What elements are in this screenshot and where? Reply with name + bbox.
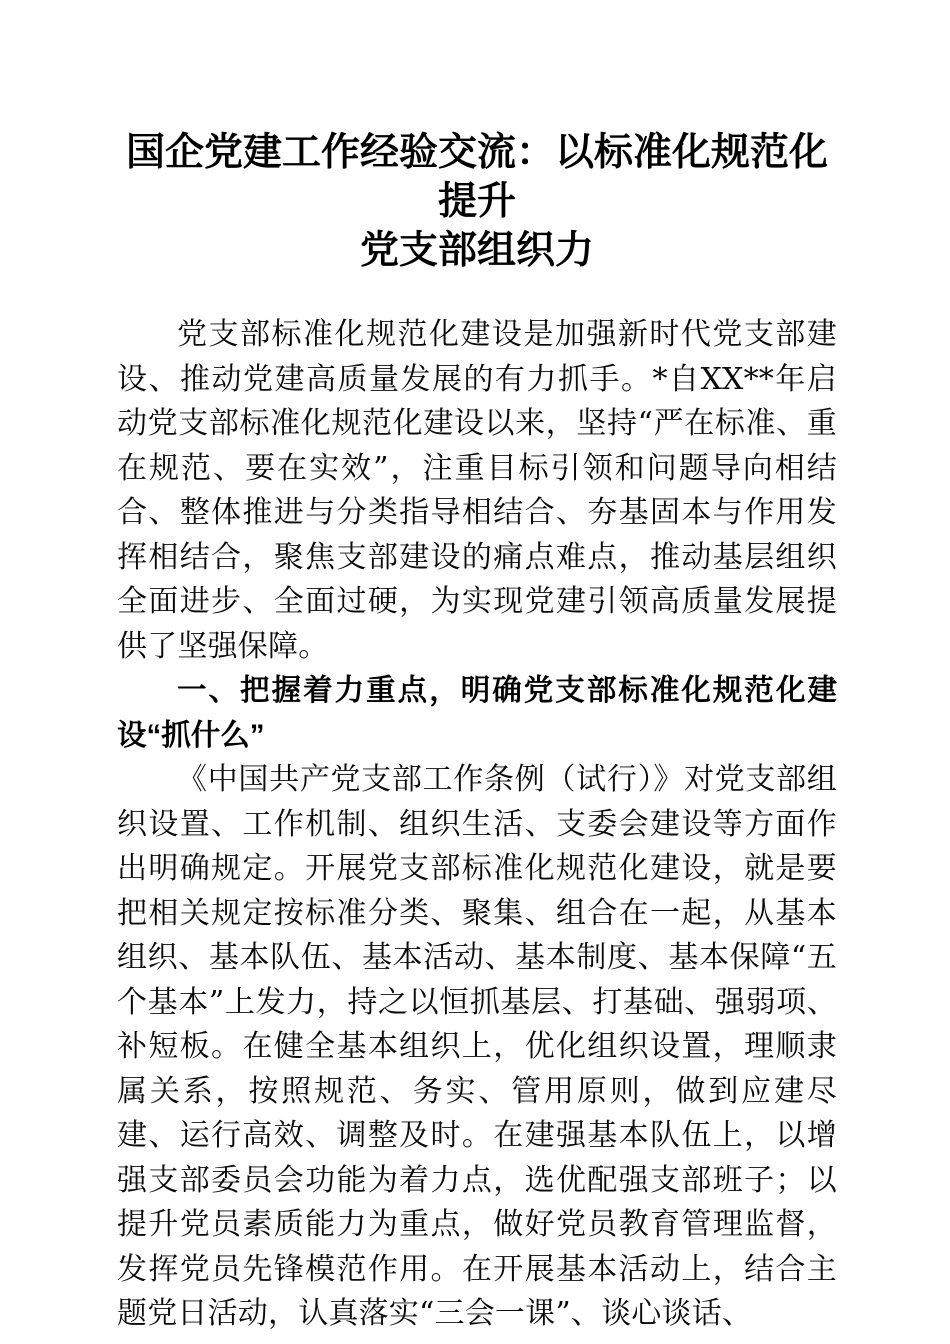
page-title <box>117 0 837 275</box>
heading-section-one: 一、把握着力重点，明确党支部标准化规范化建设“抓什么” <box>117 674 837 752</box>
page-title-line-1: 国企党建工作经验交流：以标准化规范化提升 <box>125 131 828 223</box>
document-body <box>117 313 837 1337</box>
paragraph-section-one-body: 《中国共产党支部工作条例（试行）》对党支部组织设置、工作机制、组织生活、支委会建设等方面作出明确规定。开展党支部标准化规范化建设，就是要把相关规定按标准分类、聚集、组合在一起，从基本组织、基本队伍、基本活动、基本制度、基本保障“五个基本”上发力，持之以恒抓基层、打基础、强弱项、补短板。在健全基本组织上，优化组织设置，理顺隶属关系，按照规范、务实、管用原则，做到应建尽建、运行高效、调整及时。在建强基本队伍上，以增强支部委员会功能为着力点，选优配强支部班子；以提升党员素质能力为重点，做好党员教育管理监督，发挥党员先锋模范作用。在开展基本活动上，结合主题党日活动，认真落实“三会一课”、谈心谈话、 <box>117 762 837 1331</box>
paragraph-intro: 党支部标准化规范化建设是加强新时代党支部建设、推动党建高质量发展的有力抓手。*自XX**年启动党支部标准化规范化建设以来，坚持“严在标准、重在规范、要在实效”，注重目标引领和问题导向相结合、整体推进与分类指导相结合、夯基固本与作用发挥相结合，聚焦支部建设的痛点难点，推动基层组织全面进步、全面过硬，为实现党建引领高质量发展提供了坚强保障。 <box>117 317 837 664</box>
document-content-column <box>117 0 837 1337</box>
page-title-line-2: 党支部组织力 <box>359 229 594 272</box>
